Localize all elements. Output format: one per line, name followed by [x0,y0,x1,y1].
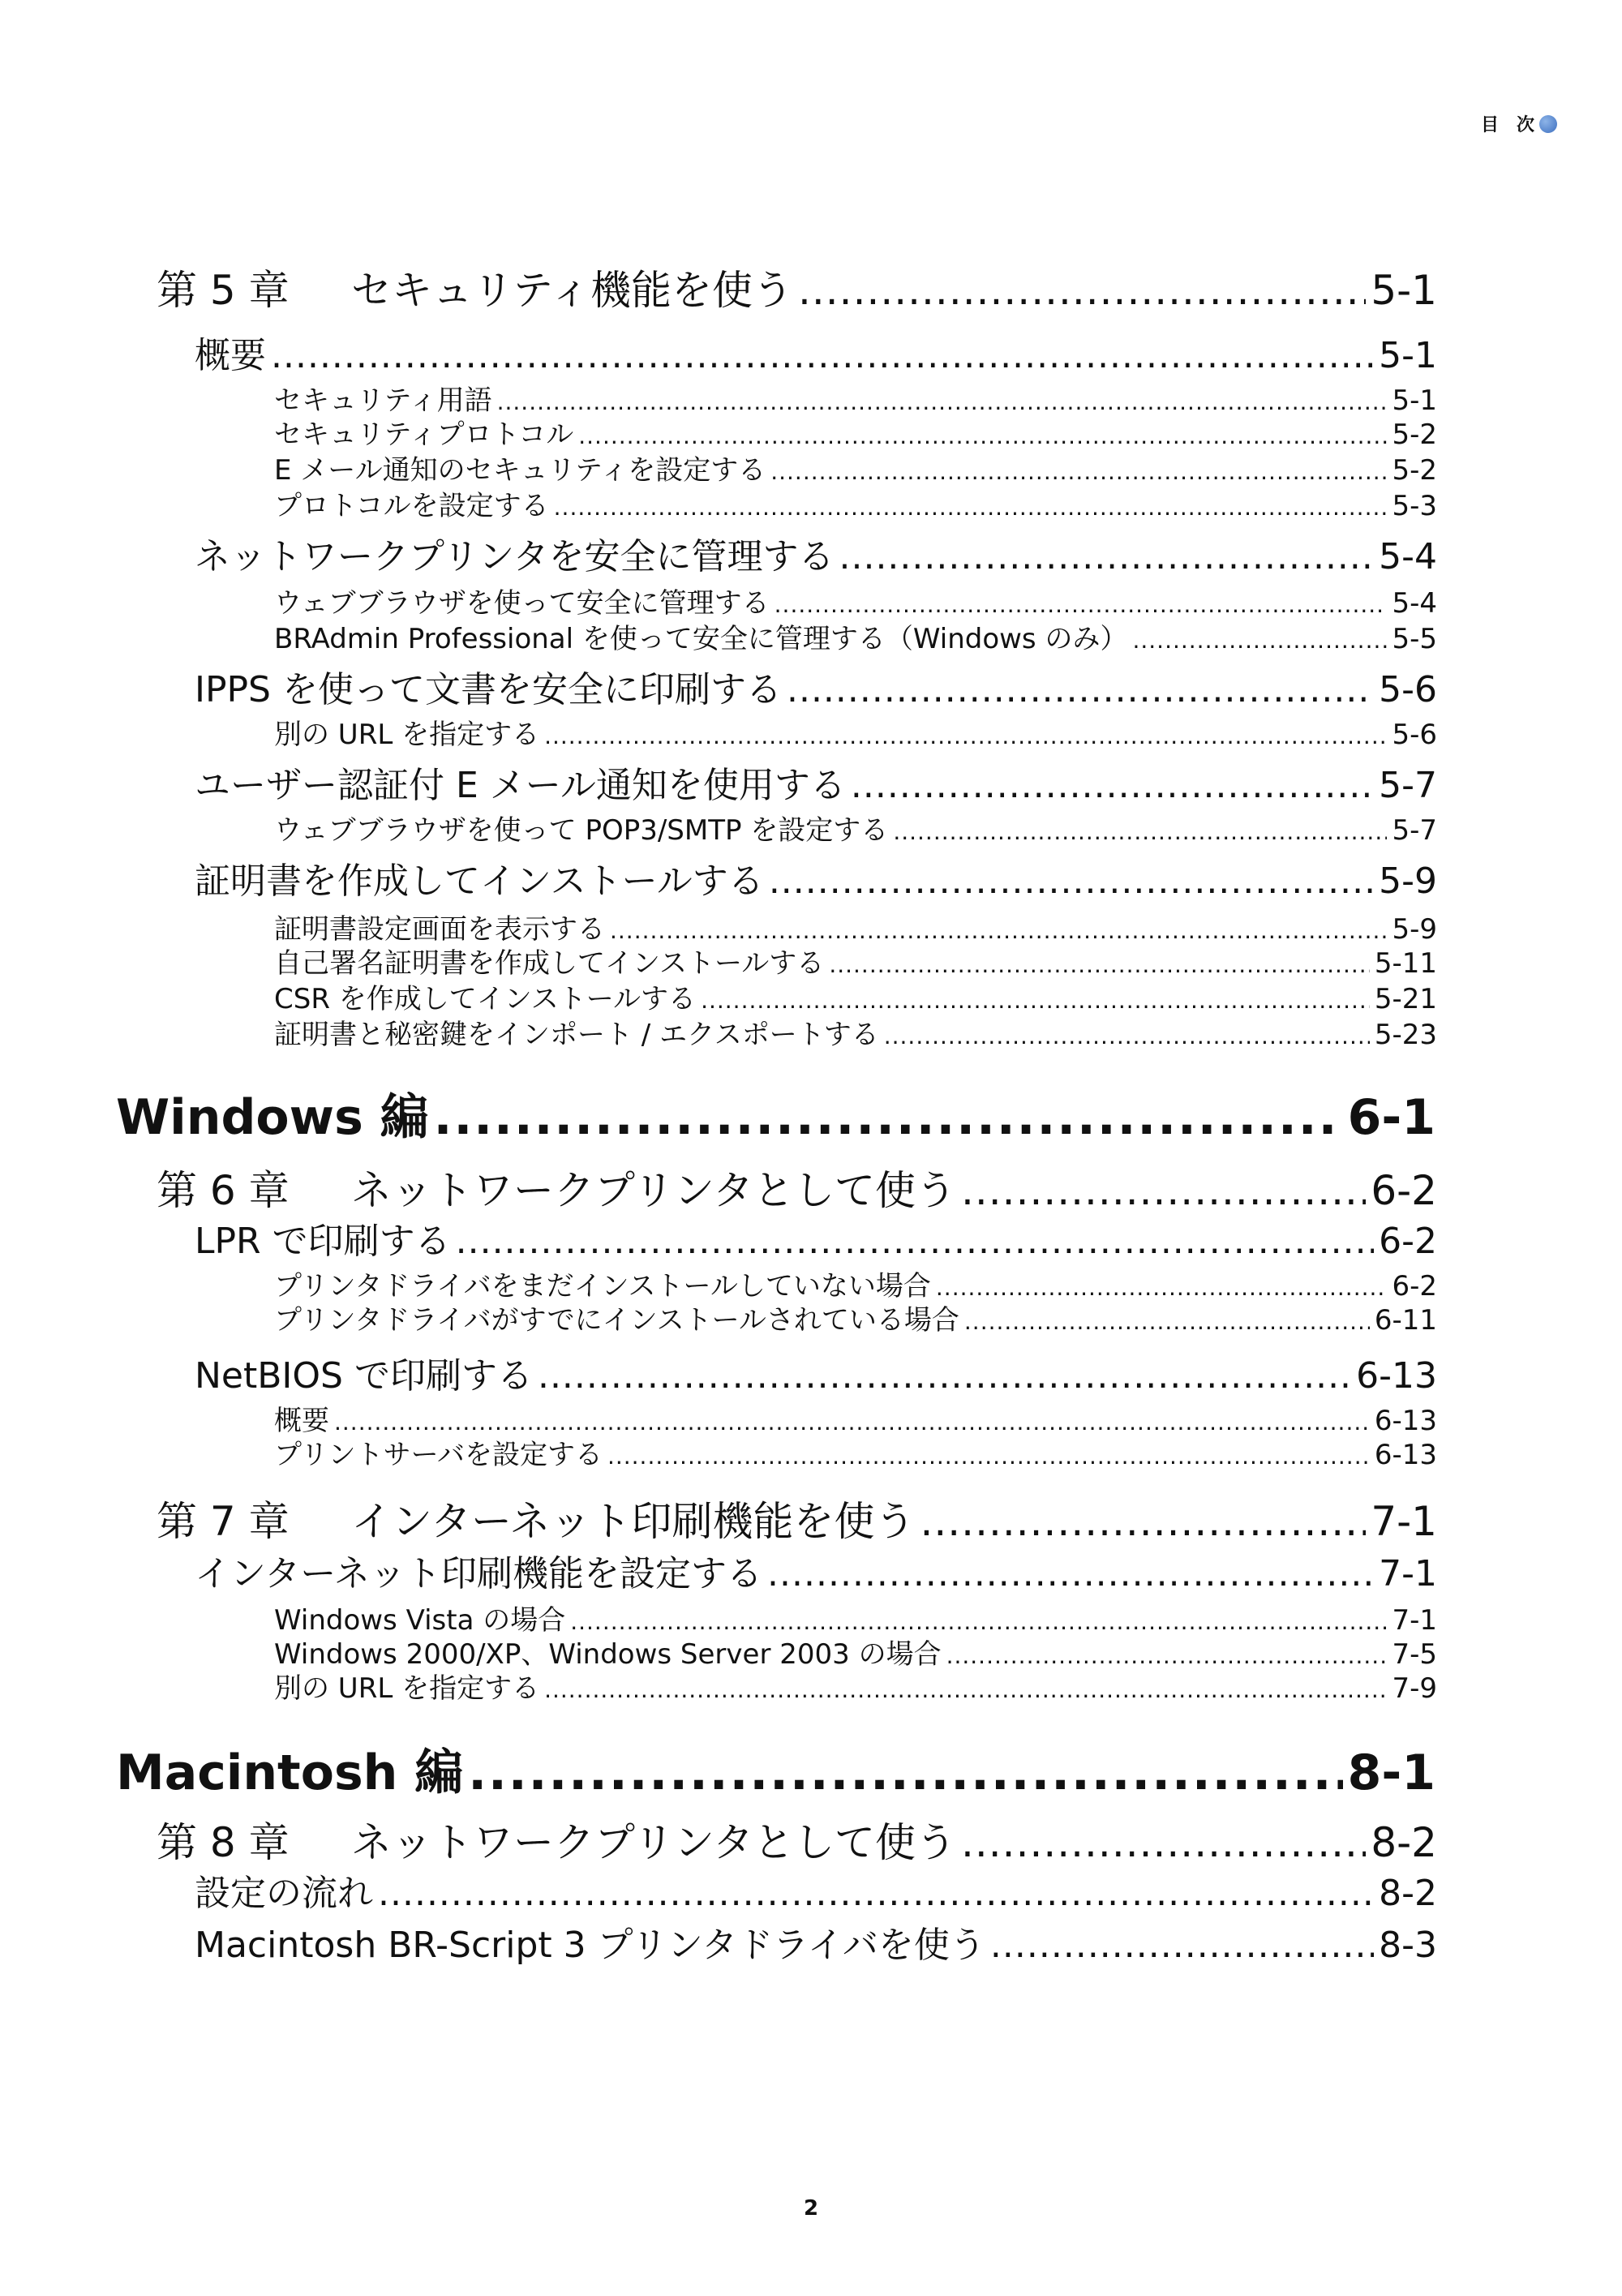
toc-entry-section[interactable] [195,326,1437,378]
dot-leader [701,983,1370,1015]
toc-entry-section[interactable] [195,1544,1437,1596]
toc-page-number: 6-1 [1347,1089,1435,1146]
entry-title-text: ユーザー認証付 E メール通知を使用する [195,765,846,806]
entry-title-text: NetBIOS で印刷する [195,1355,533,1397]
toc-page-number: 8-1 [1347,1745,1435,1801]
toc-entry-item[interactable] [274,1666,1437,1706]
toc-page-number: 5-3 [1392,490,1437,522]
dot-leader [770,454,1387,487]
entry-title-text: IPPS を使って文書を安全に印刷する [195,669,782,710]
entry-title-text: E メール通知のセキュリティを設定する [274,454,766,487]
toc-entry-title [274,1298,959,1337]
toc-entry-item[interactable] [274,1432,1437,1472]
toc-entry-section[interactable] [195,756,1437,808]
toc-entry-section[interactable] [195,852,1437,903]
entry-title-text: インターネット印刷機能を使う [351,1498,916,1545]
toc-page-number: 6-11 [1374,1304,1437,1337]
toc-page-number: 7-1 [1379,1553,1437,1594]
entry-title-text: ネットワークプリンタを安全に管理する [195,536,835,577]
entry-title-text: Windows 編 [116,1089,429,1146]
dot-leader [378,1873,1374,1914]
toc-entry-title [195,1346,533,1398]
toc-entry-section[interactable] [195,1346,1437,1398]
toc-entry-title [195,1544,762,1596]
toc-page-number: 5-1 [1392,384,1437,417]
entry-title-text: Windows Vista の場合 [274,1604,566,1637]
toc-entry-title [274,412,573,452]
dot-leader [920,1498,1367,1545]
toc-entry-title [274,976,696,1016]
blue-dot-icon [1539,115,1557,133]
toc-entry-part[interactable] [116,1734,1435,1804]
entry-title-text: CSR を作成してインストールする [274,983,697,1015]
toc-entry-title [195,852,764,903]
toc-entry-title [157,1810,956,1869]
toc-entry-title [195,1864,373,1916]
chapter-number: 第 5 章 [157,267,290,314]
entry-title-text: 概要 [274,1405,329,1437]
dot-leader [775,587,1388,620]
toc-page-number: 8-2 [1379,1873,1437,1914]
dot-leader [554,490,1388,522]
entry-title-text: プロトコルを設定する [274,490,549,522]
chapter-number: 第 8 章 [157,1819,290,1866]
toc-page-number: 6-2 [1371,1167,1437,1214]
toc-entry-title [157,1158,956,1217]
toc-entry-item[interactable] [274,616,1437,656]
toc-page-number: 6-2 [1392,1270,1437,1302]
toc-entry-title [116,1734,463,1804]
dot-leader [538,1355,1351,1397]
entry-title-text: プリンタドライバがすでにインストールされている場合 [274,1304,959,1337]
dot-leader [434,1089,1343,1146]
toc-entry-title [274,808,888,848]
toc-page-number: 8-2 [1371,1819,1437,1866]
toc-entry-title [274,448,766,487]
header-label: 目 次 [1480,115,1534,135]
toc-page-number: 6-2 [1379,1221,1437,1262]
entry-title-text: ネットワークプリンタとして使う [351,1819,956,1866]
toc-page-number: 5-1 [1379,335,1437,376]
entry-title-text: LPR で印刷する [195,1221,451,1262]
toc-entry-section[interactable] [195,1864,1437,1916]
entry-title-text: ウェブブラウザを使って安全に管理する [274,587,770,620]
dot-leader [990,1925,1374,1966]
entry-title-text: 別の URL を指定する [274,719,540,751]
dot-leader [769,860,1374,902]
page-header [1481,111,1557,136]
toc-entry-title [195,660,782,712]
toc-entry-item[interactable] [274,1012,1437,1052]
toc-page-number: 5-4 [1379,536,1437,577]
entry-title-text: セキュリティ用語 [274,384,492,417]
dot-leader [1132,623,1387,655]
toc-entry-chapter[interactable] [157,1158,1437,1217]
toc-entry-item[interactable] [274,976,1437,1016]
toc-page-number: 5-2 [1392,418,1437,451]
entry-title-text: セキュリティ機能を使う [351,267,793,314]
entry-title-text: ネットワークプリンタとして使う [351,1167,956,1214]
toc-page-number: 5-1 [1371,267,1437,314]
toc-entry-title [157,258,793,316]
entry-title-text: 自己署名証明書を作成してインストールする [274,947,825,980]
toc-entry-part[interactable] [116,1079,1435,1148]
toc-page-number: 8-3 [1379,1925,1437,1966]
entry-title-text: 証明書設定画面を表示する [274,913,605,946]
toc-entry-title [195,756,846,808]
toc-page-number: 5-2 [1392,454,1437,487]
toc-page-number: 5-11 [1374,947,1437,980]
dot-leader [893,814,1387,847]
entry-title-text: 概要 [195,335,266,376]
toc-page-number: 7-9 [1392,1672,1437,1705]
entry-title-text: セキュリティプロトコル [274,418,574,451]
chapter-number: 第 7 章 [157,1498,290,1545]
toc-entry-chapter[interactable] [157,1810,1437,1869]
toc-page-number: 6-13 [1374,1405,1437,1437]
toc-page-number: 7-1 [1371,1498,1437,1545]
dot-leader [961,1819,1366,1866]
entry-title-text: プリントサーバを設定する [274,1439,603,1471]
chapter-number: 第 6 章 [157,1167,290,1214]
toc-entry-item[interactable] [274,941,1437,981]
toc-page-number: 5-6 [1379,669,1437,710]
toc-entry-item[interactable] [274,808,1437,848]
toc-entry-title [195,1916,985,1968]
toc-entry-chapter[interactable] [157,1489,1437,1547]
dot-leader [884,1019,1370,1051]
dot-leader [787,669,1374,710]
toc-page-number: 5-5 [1392,623,1437,655]
dot-leader [544,1672,1387,1705]
toc-entry-section[interactable] [195,1212,1437,1264]
toc-entry-title [274,1012,879,1052]
toc-entry-title [195,326,266,378]
toc-entry-item[interactable] [274,483,1437,523]
entry-title-text: ウェブブラウザを使って POP3/SMTP を設定する [274,814,889,847]
toc-entry-title [274,581,770,620]
dot-leader [851,765,1374,806]
toc-page-number: 5-6 [1392,719,1437,751]
toc-page-number: 5-9 [1379,860,1437,902]
dot-leader [578,418,1387,451]
toc-page-number: 5-7 [1392,814,1437,847]
toc-entry-title [195,527,834,579]
dot-leader [607,1439,1370,1471]
dot-leader [839,536,1374,577]
toc-entry-section[interactable] [195,660,1437,712]
toc-entry-item[interactable] [274,412,1437,452]
toc-page-number: 5-21 [1374,983,1437,1015]
toc-entry-item[interactable] [274,712,1437,752]
toc-entry-section[interactable] [195,527,1437,579]
dot-leader [798,267,1366,314]
toc-page-number: 6-13 [1356,1355,1437,1397]
dot-leader [964,1304,1370,1337]
entry-title-text: プリンタドライバをまだインストールしていない場合 [274,1270,931,1302]
toc-entry-title [274,1666,539,1706]
entry-title-text: BRAdmin Professional を使って安全に管理する（Windows のみ） [274,623,1128,655]
entry-title-text: インターネット印刷機能を設定する [195,1553,763,1594]
entry-title-text: 証明書と秘密鍵をインポート / エクスポートする [274,1019,879,1051]
entry-title-text: 設定の流れ [195,1873,373,1914]
dot-leader [767,1553,1374,1594]
toc-entry-item[interactable] [274,448,1437,487]
toc-page-number: 7-5 [1392,1638,1437,1671]
toc-page-number: 5-4 [1392,587,1437,620]
page-number: 2 [803,2196,819,2221]
dot-leader [829,947,1370,980]
dot-leader [468,1745,1342,1801]
toc-entry-item[interactable] [274,1298,1437,1337]
dot-leader [961,1167,1366,1214]
toc-entry-item[interactable] [274,581,1437,620]
toc-page-number: 6-13 [1374,1439,1437,1471]
toc-entry-title [157,1489,916,1547]
toc-page-number: 5-23 [1374,1019,1437,1051]
entry-title-text: 別の URL を指定する [274,1672,540,1705]
toc-page-number: 5-9 [1392,913,1437,946]
entry-title-text: Windows 2000/XP、Windows Server 2003 の場合 [274,1638,942,1671]
entry-title-text: Macintosh BR-Script 3 プリンタドライバを使う [195,1925,985,1966]
toc-entry-title [195,1212,451,1264]
toc-page-number: 5-7 [1379,765,1437,806]
toc-entry-section[interactable] [195,1916,1437,1968]
toc-page-number: 7-1 [1392,1604,1437,1637]
entry-title-text: Macintosh 編 [116,1745,464,1801]
toc-entry-title [116,1079,429,1148]
toc-entry-title [274,712,539,752]
toc-entry-title [274,616,1127,656]
dot-leader [271,335,1374,376]
dot-leader [544,719,1387,751]
dot-leader [456,1221,1375,1262]
toc-entry-title [274,483,549,523]
toc-entry-chapter[interactable] [157,258,1437,316]
toc-entry-title [274,1432,603,1472]
entry-title-text: 証明書を作成してインストールする [195,860,764,902]
toc-entry-title [274,941,824,981]
